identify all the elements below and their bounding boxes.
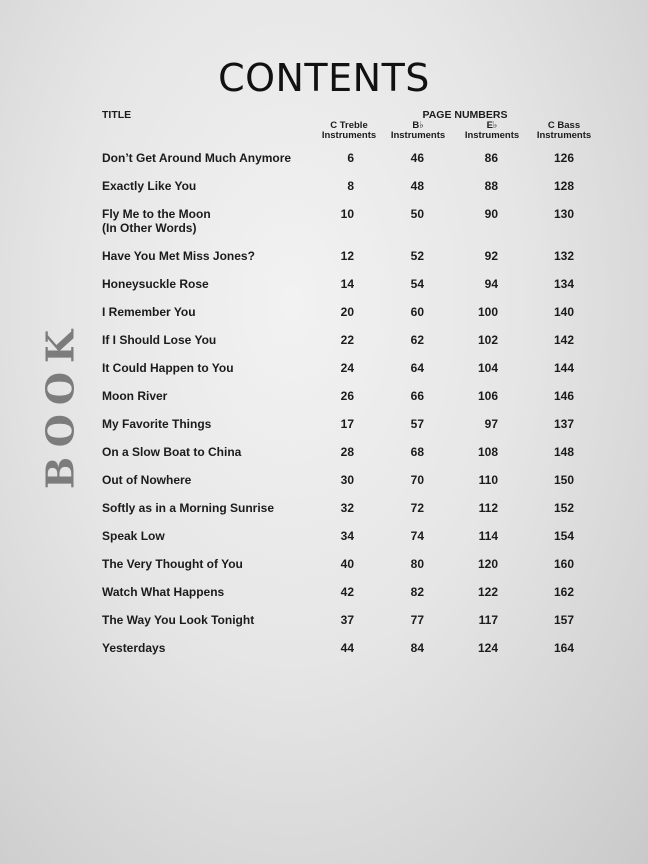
song-title: Don’t Get Around Much Anymore [102, 151, 292, 165]
song-title: My Favorite Things [102, 417, 212, 431]
song-subtitle: (In Other Words) [102, 221, 197, 235]
page-c-bass: 157 [553, 613, 574, 627]
column-header-line: C Bass [547, 120, 581, 131]
page-b-flat: 74 [410, 529, 424, 543]
column-header-line: Instruments [321, 130, 377, 141]
song-title: Have You Met Miss Jones? [102, 249, 255, 263]
song-title: Softly as in a Morning Sunrise [102, 501, 275, 515]
page-b-flat: 84 [410, 641, 424, 655]
page-b-flat: 66 [410, 389, 424, 403]
page-c-bass: 130 [553, 207, 574, 221]
page-b-flat: 82 [410, 585, 424, 599]
song-title: Exactly Like You [102, 179, 197, 193]
page-c-treble: 22 [340, 333, 354, 347]
page-c-bass: 132 [553, 249, 574, 263]
song-title [102, 207, 312, 235]
page-e-flat: 100 [477, 305, 498, 319]
song-title: It Could Happen to You [102, 361, 234, 375]
page-e-flat: 112 [478, 501, 498, 515]
column-header-line: C Treble [330, 120, 368, 131]
column-header-e-flat [452, 121, 532, 141]
column-header-b-flat [378, 121, 458, 141]
page-e-flat: 124 [477, 641, 498, 655]
page-c-bass: 152 [553, 501, 574, 515]
column-header-c-bass [524, 121, 604, 141]
song-title: I Remember You [102, 305, 196, 319]
page-b-flat: 60 [410, 305, 424, 319]
song-title: The Way You Look Tonight [102, 613, 255, 627]
page-e-flat: 92 [484, 249, 498, 263]
page-c-treble: 42 [340, 585, 354, 599]
page-b-flat: 62 [410, 333, 424, 347]
page-e-flat: 114 [478, 529, 498, 543]
side-label: BOOK [37, 320, 83, 490]
page-c-bass: 150 [553, 473, 574, 487]
page-c-treble: 30 [340, 473, 354, 487]
page-e-flat: 110 [478, 473, 498, 487]
page-b-flat: 72 [410, 501, 424, 515]
page-c-treble: 34 [340, 529, 354, 543]
page-b-flat: 77 [410, 613, 424, 627]
page-e-flat: 86 [484, 151, 498, 165]
page-c-treble: 14 [340, 277, 354, 291]
page-c-bass: 144 [553, 361, 574, 375]
page-b-flat: 57 [410, 417, 424, 431]
column-header-line: E♭ [486, 120, 498, 131]
page-b-flat: 64 [410, 361, 424, 375]
song-title: Honeysuckle Rose [102, 277, 209, 291]
page-c-bass: 137 [553, 417, 574, 431]
song-title-line: Fly Me to the Moon [102, 207, 211, 221]
column-header-line: Instruments [464, 130, 520, 141]
page-b-flat: 52 [410, 249, 424, 263]
page-c-treble: 40 [340, 557, 354, 571]
page-c-bass: 160 [553, 557, 574, 571]
page-b-flat: 46 [410, 151, 424, 165]
column-header-line: B♭ [412, 120, 424, 131]
page-c-bass: 148 [553, 445, 574, 459]
page-c-bass: 128 [553, 179, 574, 193]
song-title: The Very Thought of You [102, 557, 243, 571]
page-c-treble: 20 [340, 305, 354, 319]
page-c-treble: 6 [347, 151, 354, 165]
page-c-treble: 8 [347, 179, 354, 193]
song-title: Out of Nowhere [102, 473, 192, 487]
column-header-line: Instruments [536, 130, 592, 141]
page-c-treble: 32 [340, 501, 354, 515]
page-b-flat: 80 [410, 557, 424, 571]
page-e-flat: 90 [484, 207, 498, 221]
page-b-flat: 50 [410, 207, 424, 221]
page-e-flat: 94 [484, 277, 498, 291]
page-c-bass: 142 [553, 333, 574, 347]
page-b-flat: 68 [410, 445, 424, 459]
column-header-c-treble [309, 121, 389, 141]
page-c-treble: 24 [340, 361, 354, 375]
page-c-bass: 164 [553, 641, 574, 655]
page-c-treble: 28 [340, 445, 354, 459]
page-numbers-header: PAGE NUMBERS [422, 109, 508, 121]
page-c-bass: 134 [553, 277, 574, 291]
song-title: Speak Low [102, 529, 165, 543]
page-e-flat: 108 [477, 445, 498, 459]
page-c-treble: 17 [340, 417, 354, 431]
page-c-treble: 12 [340, 249, 354, 263]
page-c-treble: 26 [340, 389, 354, 403]
page-title: CONTENTS [218, 56, 430, 100]
song-title: Moon River [102, 389, 168, 403]
page-e-flat: 97 [484, 417, 498, 431]
page-b-flat: 54 [410, 277, 424, 291]
page-b-flat: 48 [410, 179, 424, 193]
page-e-flat: 102 [477, 333, 498, 347]
title-column-header: TITLE [102, 109, 132, 121]
song-title: On a Slow Boat to China [102, 445, 242, 459]
page-c-bass: 154 [553, 529, 574, 543]
page-c-bass: 126 [553, 151, 574, 165]
page-e-flat: 88 [484, 179, 498, 193]
page-b-flat: 70 [410, 473, 424, 487]
page-c-treble: 37 [340, 613, 354, 627]
song-title: Yesterdays [102, 641, 166, 655]
page-e-flat: 122 [477, 585, 498, 599]
page-e-flat: 106 [477, 389, 498, 403]
page-c-treble: 10 [340, 207, 354, 221]
page-c-bass: 140 [553, 305, 574, 319]
page-e-flat: 120 [477, 557, 498, 571]
song-title: Watch What Happens [102, 585, 225, 599]
page-e-flat: 104 [477, 361, 498, 375]
page-c-bass: 146 [553, 389, 574, 403]
page-e-flat: 117 [478, 613, 498, 627]
page-c-bass: 162 [553, 585, 574, 599]
page-c-treble: 44 [340, 641, 354, 655]
song-title: If I Should Lose You [102, 333, 217, 347]
column-header-line: Instruments [390, 130, 446, 141]
